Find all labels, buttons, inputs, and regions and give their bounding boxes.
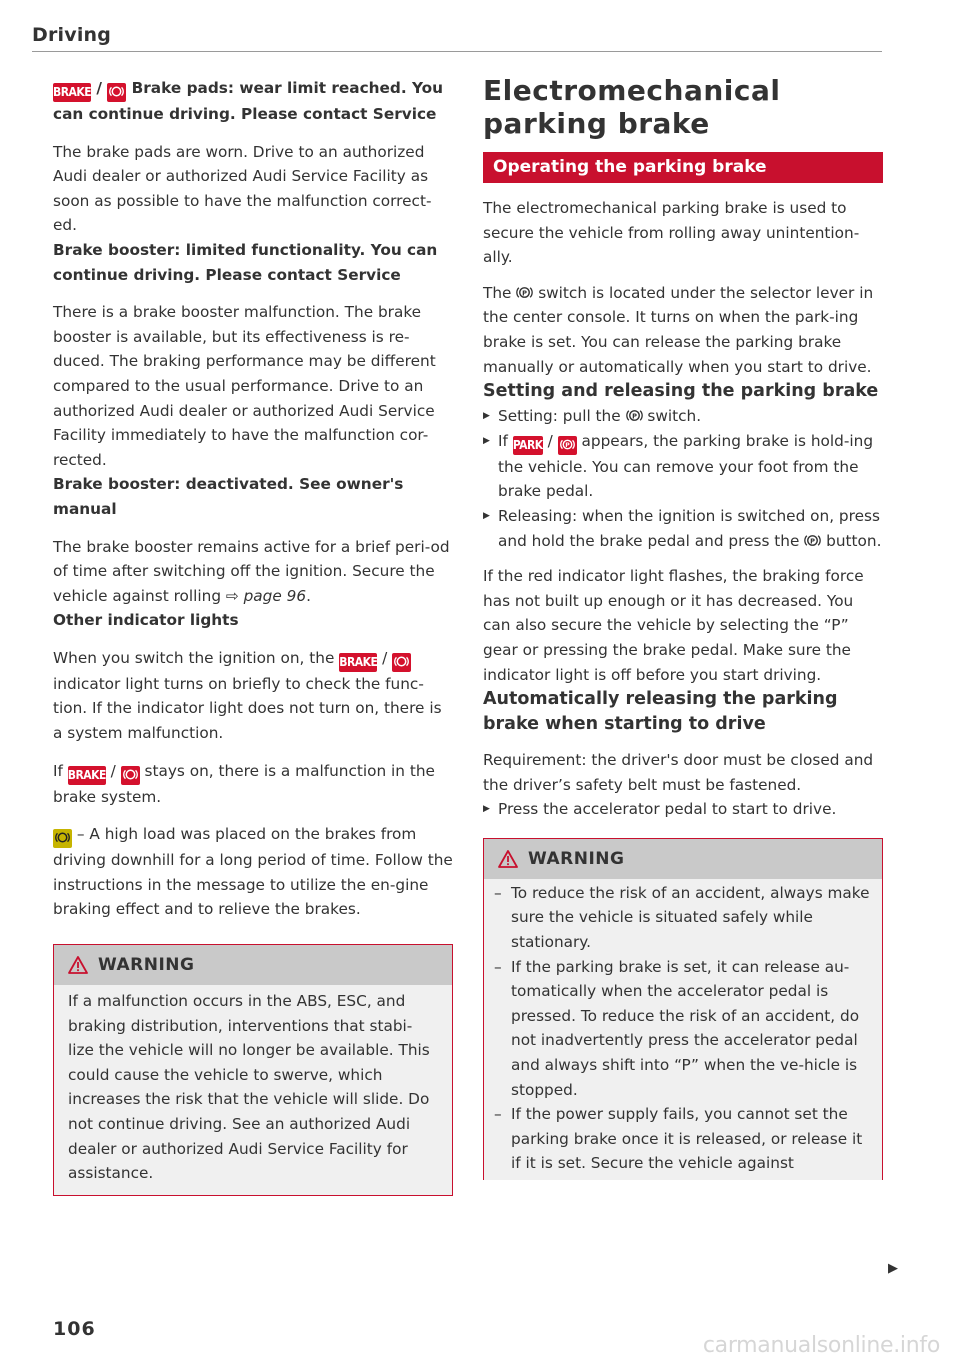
setting-bullets <box>483 404 883 553</box>
header-divider <box>32 51 882 52</box>
if-word: If <box>53 761 68 780</box>
section-header: Driving <box>32 24 112 46</box>
warning-body <box>54 985 452 1195</box>
other-indicator-heading: Other indicator lights <box>53 611 239 630</box>
requirement-text: Requirement: the driver's door must be closed and the driver’s safety belt must be fastened. <box>483 751 874 794</box>
brake-warning-icon <box>107 83 126 102</box>
other-text-3: – A high load was placed on the brakes from driving downhill for a long period of time. Follow the instructions in the message to utilize the en-gine braking effect and to relieve the brakes. <box>53 825 453 919</box>
other-text-1-start: When you switch the ignition on, the <box>53 648 340 667</box>
switch-text-start: The <box>483 283 517 302</box>
bullet-2-end: appears, the parking brake is hold-ing the vehicle. You can remove your foot from the brake pedal. <box>498 431 874 501</box>
bullet-1-start: Setting: pull the <box>498 407 626 426</box>
parking-brake-intro: The electromechanical parking brake is used to secure the vehicle from rolling away unintention-ally. <box>483 199 860 267</box>
warning-body <box>484 879 882 1180</box>
continue-arrow-icon: ▶ <box>888 1261 898 1276</box>
warning-box-left <box>53 944 453 1196</box>
list-item: ▶ If PARK / P appears, the parking brake is hold-ing the vehicle. You can remove your foot from the brake pedal. <box>483 429 883 504</box>
watermark: carmanualsonline.info <box>702 1333 940 1358</box>
brake-pads-heading: BRAKE / Brake pads: wear limit reached. You can continue driving. Please contact Service <box>53 79 444 123</box>
brake-wear-icon <box>53 829 72 848</box>
park-brake-switch-icon <box>516 284 533 301</box>
other-indicator-text-3 <box>53 822 453 922</box>
warning-title: WARNING <box>528 848 625 869</box>
list-item: – To reduce the risk of an accident, always make sure the vehicle is situated safely while stationary. <box>484 881 872 955</box>
list-item: – If the parking brake is set, it can release au-tomatically when the accelerator pedal is pressed. To reduce the risk of an accident, do not inadvertently press the accelerator pedal and always shift into “P” when the ve-hicle is stopped. <box>484 955 872 1103</box>
switch-location-text <box>483 281 883 379</box>
bullet-3-end: button. <box>821 531 882 550</box>
page-reference-link[interactable]: ⇨ page 96 <box>225 586 307 605</box>
booster-deactivated-text-end: . <box>306 586 311 605</box>
warning-triangle-icon <box>498 843 518 883</box>
other-indicator-text-1: When you switch the ignition on, the BRAKE / indicator light turns on briefly to check the func-tion. If the indicator light does not turn on, there is a system malfunction. <box>53 648 442 743</box>
booster-limited-heading: Brake booster: limited functionality. You can continue driving. Please contact Service <box>53 240 438 284</box>
other-text-2-end: stays on, there is a malfunction in the brake system. <box>53 761 435 806</box>
park-brake-switch-icon <box>626 407 643 424</box>
list-item: – If the power supply fails, you cannot set the parking brake once it is released, or release it if it is set. Secure the vehicle against <box>484 1102 872 1176</box>
booster-limited-text: There is a brake booster malfunction. The brake booster is available, but its effectiveness is re-duced. The braking performance may be different compared to the usual performance. Drive to an authorized Audi dealer or authorized Audi Service Facility immediately to have the malfunction cor-rected. <box>53 303 436 469</box>
list-item: ▶ Press the accelerator pedal to start to drive. <box>483 797 883 822</box>
switch-text-end: switch is located under the selector lever in the center console. It turns on when the park-ing brake is set. You can release the parking brake manually or automatically when you start to drive. <box>483 283 874 376</box>
svg-text:P: P <box>631 412 637 421</box>
svg-text:P: P <box>810 536 816 545</box>
svg-text:P: P <box>522 289 528 298</box>
brake-pads-text: The brake pads are worn. Drive to an authorized Audi dealer or authorized Audi Service Facility as soon as possible to have the malfunction correct-ed. <box>53 142 432 235</box>
park-indicator: PARK <box>513 436 543 455</box>
warning-triangle-icon <box>68 949 88 989</box>
brake-pads-heading-text: Brake pads: wear limit reached. You can continue driving. Please contact Service <box>53 79 444 123</box>
section-title-bar: Operating the parking brake <box>483 152 883 183</box>
chapter-title: Electromechanical parking brake <box>483 74 781 140</box>
setting-releasing-heading: Setting and releasing the parking brake <box>483 381 879 402</box>
warning-text: If a malfunction occurs in the ABS, ESC, and braking distribution, interventions that stabi-lize the vehicle will no longer be available. This could cause the vehicle to swerve, which increases the risk that the vehicle will slide. Do not continue driving. See an authorized Audi dealer or authorized Audi Service Facility for assistance. <box>68 992 430 1183</box>
warning-list <box>484 881 872 1176</box>
left-column <box>53 76 453 1196</box>
warning-title: WARNING <box>98 955 195 976</box>
right-column <box>483 74 883 1180</box>
page-number: 106 <box>53 1318 96 1340</box>
warning-header <box>484 839 882 879</box>
brake-warning-icon <box>121 766 140 785</box>
booster-deactivated-heading: Brake booster: deactivated. See owner's manual <box>53 475 404 518</box>
list-item <box>483 504 883 553</box>
brake-indicator: BRAKE <box>53 83 91 102</box>
other-indicator-text-2: If BRAKE / stays on, there is a malfunction in the brake system. <box>53 761 435 806</box>
warning-box-right <box>483 838 883 1180</box>
brake-indicator: BRAKE <box>68 766 106 785</box>
bullet-1-end: switch. <box>642 407 702 426</box>
park-brake-switch-icon <box>804 532 821 549</box>
bullet-2-start: If <box>498 431 513 450</box>
flash-text: If the red indicator light flashes, the braking force has not built up enough or it has decreased. You can also secure the vehicle by selecting the “P” gear or pressing the brake pedal. Make sure the indicator light is off before you start driving. <box>483 567 864 684</box>
svg-text:P: P <box>564 441 570 449</box>
booster-deactivated-text-part: The brake booster remains active for a brief peri-od of time after switching off the ignition. Secure the vehicle against rolling <box>53 537 450 605</box>
auto-release-bullets <box>483 797 883 822</box>
auto-release-heading: Automatically releasing the parking brake when starting to drive <box>483 689 838 735</box>
booster-deactivated-text <box>53 535 453 609</box>
park-brake-indicator-icon <box>558 436 577 455</box>
other-text-1-end: indicator light turns on briefly to check the func-tion. If the indicator light does not turn on, there is a system malfunction. <box>53 674 442 743</box>
bullet-3-start: Releasing: when the ignition is switched on, press and hold the brake pedal and press the <box>498 506 880 550</box>
list-item <box>483 404 883 429</box>
brake-indicator: BRAKE <box>339 653 377 672</box>
warning-header <box>54 945 452 985</box>
brake-warning-icon <box>392 653 411 672</box>
